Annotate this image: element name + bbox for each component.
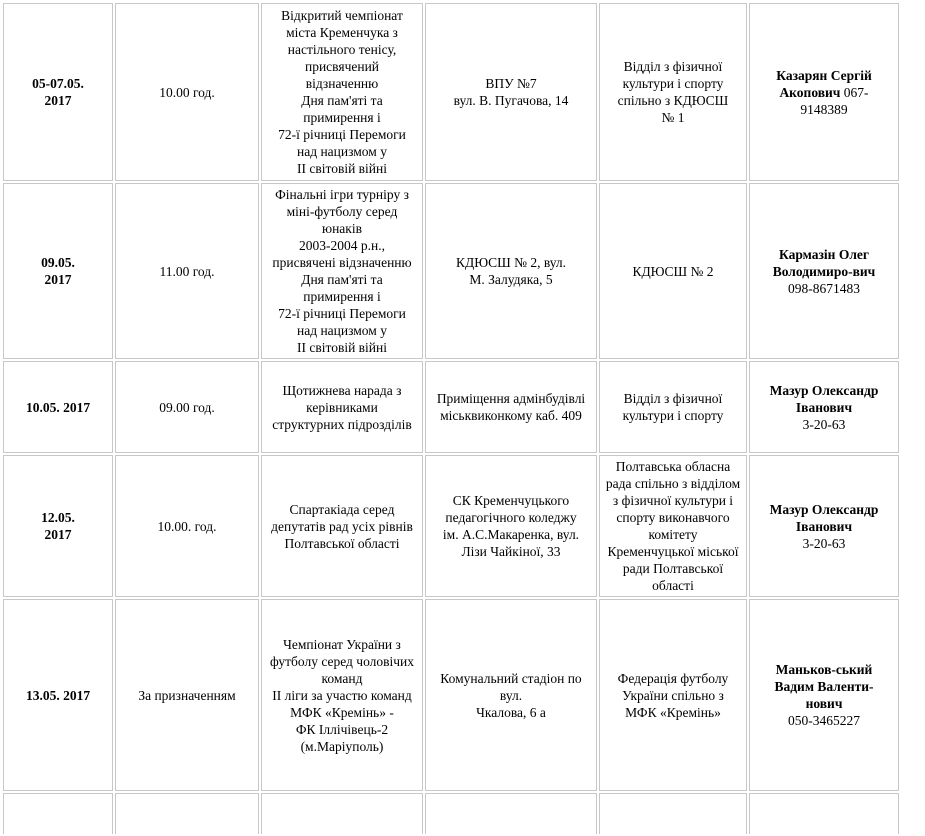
event-date: 09.05. 2017: [3, 183, 113, 359]
event-organizer: КДЮСШ № 2: [599, 183, 747, 359]
event-date: 13.05. 2017: [3, 599, 113, 791]
event-venue: Комунальний стадіон по вул. Чкалова, 6 а: [425, 599, 597, 791]
contact-phone: 067- 9148389: [800, 84, 869, 117]
empty-cell: [749, 793, 899, 834]
event-contact: [749, 361, 899, 453]
contact-name: Мазур Олександр Іванович: [769, 501, 879, 534]
event-organizer: Відділ з фізичної культури і спорту: [599, 361, 747, 453]
event-contact: [749, 455, 899, 597]
event-venue: КДЮСШ № 2, вул. М. Залудяка, 5: [425, 183, 597, 359]
event-time: 11.00 год.: [115, 183, 259, 359]
event-time: 09.00 год.: [115, 361, 259, 453]
contact-phone: 3-20-63: [802, 416, 846, 432]
empty-cell: [425, 793, 597, 834]
empty-cell: [115, 793, 259, 834]
event-title: Щотижнева нарада з керівниками структурних підрозділів: [261, 361, 423, 453]
event-organizer: Відділ з фізичної культури і спорту спільно з КДЮСШ № 1: [599, 3, 747, 181]
event-time: 10.00 год.: [115, 3, 259, 181]
event-contact: [749, 183, 899, 359]
contact-name: Маньков-ський Вадим Валенти- нович: [774, 662, 874, 711]
event-date: 10.05. 2017: [3, 361, 113, 453]
event-date: 05-07.05. 2017: [3, 3, 113, 181]
event-venue: ВПУ №7 вул. В. Пугачова, 14: [425, 3, 597, 181]
event-organizer: Полтавська обласна рада спільно з відділом з фізичної культури і спорту виконавчого комітету Кременчуцької міської ради Полтавської області: [599, 455, 747, 597]
contact-name: Казарян Сергій Акопович: [776, 67, 872, 100]
event-title: Спартакіада серед депутатів рад усіх рівнів Полтавської області: [261, 455, 423, 597]
schedule-table: [1, 1, 901, 836]
event-contact: [749, 599, 899, 791]
event-date: 12.05. 2017: [3, 455, 113, 597]
table-row: [3, 599, 899, 791]
event-title: Відкритий чемпіонат міста Кременчука з настільного тенісу, присвячений відзначенню Дня пам'яті та примирення і 72-ї річниці Перемоги над нацизмом у II світовій війні: [261, 3, 423, 181]
empty-cell: [3, 793, 113, 834]
contact-name: Кармазін Олег Володимиро-вич: [772, 246, 876, 279]
event-time: 10.00. год.: [115, 455, 259, 597]
contact-phone: 098-8671483: [788, 280, 860, 296]
event-time: За призначенням: [115, 599, 259, 791]
event-contact: [749, 3, 899, 181]
empty-cell: [599, 793, 747, 834]
contact-phone: 3-20-63: [802, 535, 846, 551]
event-venue: Приміщення адмінбудівлі міськвиконкому каб. 409: [425, 361, 597, 453]
table-row: [3, 183, 899, 359]
table-row: [3, 361, 899, 453]
event-title: Чемпіонат України з футболу серед чоловічих команд II ліги за участю команд МФК «Кремінь» - ФК Іллічівець-2 (м.Маріуполь): [261, 599, 423, 791]
event-organizer: Федерація футболу України спільно з МФК «Кремінь»: [599, 599, 747, 791]
contact-phone: 050-3465227: [788, 713, 860, 728]
event-venue: СК Кременчуцького педагогічного коледжу ім. А.С.Макаренка, вул. Лізи Чайкіної, 33: [425, 455, 597, 597]
table-row: [3, 3, 899, 181]
contact-name: Мазур Олександр Іванович: [769, 382, 879, 415]
event-title: Фінальні ігри турніру з міні-футболу серед юнаків 2003-2004 р.н., присвячені відзначенню Дня пам'яті та примирення і 72-ї річниці Перемоги над нацизмом у II світовій війні: [261, 183, 423, 359]
table-row: [3, 455, 899, 597]
table-row-partial: [3, 793, 899, 834]
empty-cell: [261, 793, 423, 834]
